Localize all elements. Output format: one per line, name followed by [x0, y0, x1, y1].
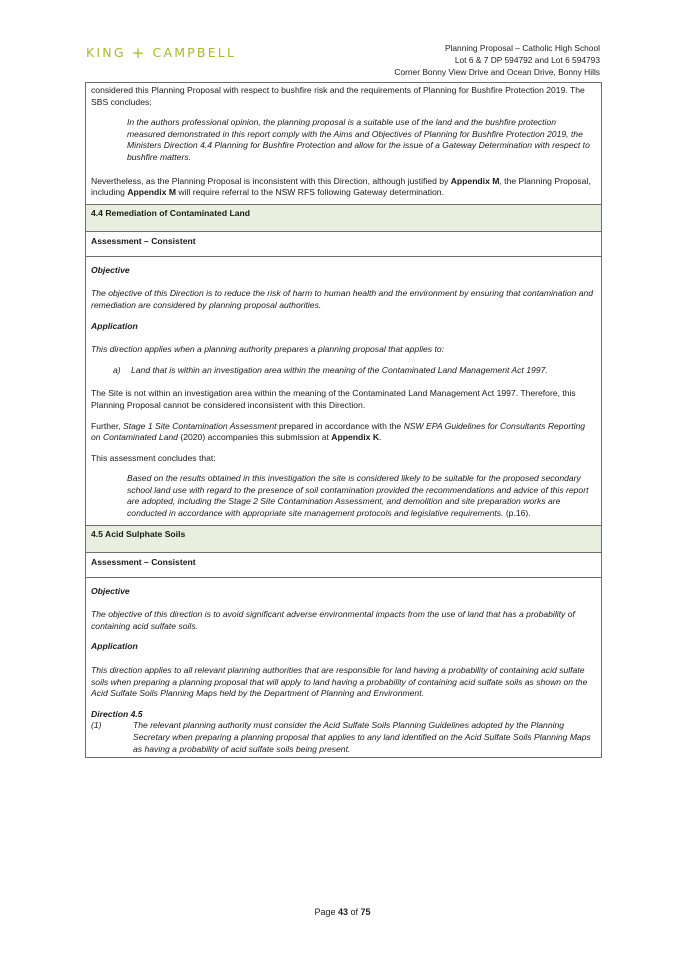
report-title: Stage 1 Site Contamination Assessment [123, 420, 277, 431]
application-text: This direction applies when a planning authority prepares a planning proposal that applies to: [91, 344, 445, 355]
list-marker: a) [113, 364, 121, 375]
sbs-quote: In the authors professional opinion, the planning proposal is a suitable use of the land and the bushfire protection measured demonstrated in this report comply with the Aims and Objectives of Planning for Bushfire Protection 2019, the Ministers Direction 4.4 Planning for Bushfire Protection and allow for the issue of a Gateway Determination with respect to bushfire matters. [127, 117, 590, 162]
header-lots: Lot 6 & 7 DP 594792 and Lot 6 594793 [454, 55, 600, 66]
assessment-heading-4-5: Assessment – Consistent [86, 552, 601, 577]
section-body-4-5 [86, 577, 601, 758]
list-marker: (1) [91, 720, 102, 731]
application-heading: Application [91, 320, 138, 331]
bushfire-continuation-cell [86, 83, 601, 204]
appendix-m-ref-1: Appendix M [450, 175, 500, 186]
referral-paragraph [91, 176, 596, 199]
objective-text: The objective of this direction is to avoid significant adverse environmental impacts from the use of land that has a probability of containing acid sulfate soils. [91, 609, 575, 631]
referral-text-1: Nevertheless, as the Planning Proposal is inconsistent with this Direction, although justified by [91, 175, 451, 186]
page-number: 43 [337, 907, 348, 917]
section-heading-4-4: 4.4 Remediation of Contaminated Land [86, 204, 601, 231]
assessment-table [85, 82, 602, 758]
application-text: This direction applies to all relevant planning authorities that are responsible for land having a probability of containing acid sulfate soils when preparing a planning proposal that will apply to land having a probability of containing acid sulfate soils as shown on the Acid Sulfate Soils Planning Maps held by the Department of Planning and Environment. [91, 665, 588, 699]
page-label: Page [314, 907, 338, 917]
appendix-m-ref-2: Appendix M [127, 187, 177, 198]
section-body-4-4 [86, 256, 601, 525]
intro-paragraph: considered this Planning Proposal with respect to bushfire risk and the requirements of Planning for Bushfire Protection 2019. The SBS concludes: [91, 85, 585, 107]
company-logo [86, 44, 236, 62]
header-address: Corner Bonny View Drive and Ocean Drive, Bonny Hills [394, 67, 600, 78]
logo-plus: + [131, 44, 147, 62]
further-text-1: Further, [91, 420, 123, 431]
further-text-2: prepared in accordance with the [276, 420, 404, 431]
site-paragraph: The Site is not within an investigation area within the meaning of the Contaminated Land Management Act 1997. Therefore, this Planning Proposal cannot be considered inconsistent with this Direction. [91, 388, 576, 410]
objective-heading: Objective [91, 585, 130, 596]
list-item-text: Land that is within an investigation area within the meaning of the Contaminated Land Management Act 1997. [131, 364, 548, 375]
contamination-quote-text: Based on the results obtained in this investigation the site is considered likely to be suitable for the proposed secondary school land use with regard to the presence of soil contamination provided the recommendations and advice of this report are adopted, including the Stage 2 Site Contamination Assessment, and demolition and site preparation works are conducted in accordance with appropriate site management protocols and legislative requirements. [127, 473, 589, 519]
quote-page-ref: (p.16). [503, 508, 531, 519]
objective-heading: Objective [91, 264, 130, 275]
appendix-k-ref: Appendix K [331, 432, 380, 443]
list-item [91, 720, 596, 755]
page-of: of [348, 907, 361, 917]
logo-word-campbell: CAMPBELL [152, 45, 237, 60]
referral-text-2: , the Planning Proposal, including [91, 175, 591, 198]
contamination-quote [91, 473, 596, 519]
list-item-text: The relevant planning authority must consider the Acid Sulfate Soils Planning Guidelines adopted by the Planning Secretary when preparing a planning proposal that applies to any land identified on the Acid Sulfate Soils Planning Maps as having a probability of acid sulfate soils being present. [133, 720, 591, 754]
document-header [394, 42, 600, 79]
header-title: Planning Proposal – Catholic High School [444, 43, 600, 53]
concludes-paragraph: This assessment concludes that: [91, 452, 216, 463]
direction-heading: Direction 4.5 [91, 708, 143, 719]
referral-text-3: will require referral to the NSW RFS following Gateway determination. [176, 187, 444, 198]
further-paragraph [91, 421, 596, 444]
objective-text: The objective of this Direction is to reduce the risk of harm to human health and the environment by ensuring that contamination and remediation are considered by planning proposal authorities. [91, 288, 594, 310]
page-footer [0, 907, 685, 917]
page-total: 75 [360, 907, 371, 917]
list-item [91, 365, 596, 377]
section-heading-4-5: 4.5 Acid Sulphate Soils [86, 525, 601, 552]
further-text-4: . [379, 432, 382, 443]
application-heading: Application [91, 641, 138, 652]
assessment-heading-4-4: Assessment – Consistent [86, 231, 601, 256]
guidelines-title: NSW EPA Guidelines for Consultants Reporting on Contaminated Land [91, 420, 586, 443]
further-text-3: (2020) accompanies this submission at [177, 432, 332, 443]
logo-word-king: KING [86, 45, 126, 60]
